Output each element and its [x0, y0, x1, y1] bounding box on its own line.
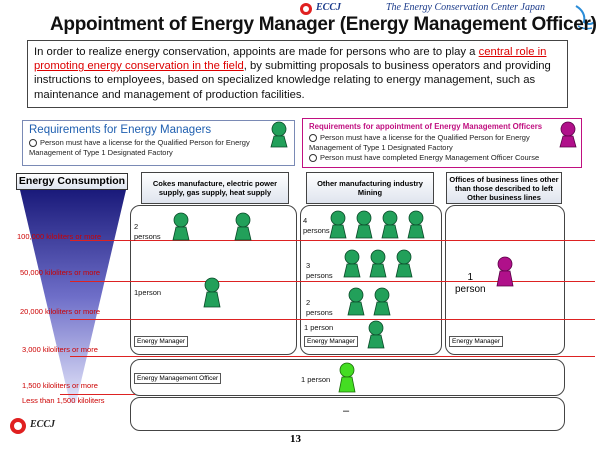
requirements-managers-item: Person must have a license for the Qualified Person for Energy Management of Type 1 Designated Factory [29, 138, 250, 157]
intro-highlight: central role in promoting energy conservation in the field [34, 46, 547, 73]
page-number: 13 [290, 433, 301, 445]
energy-manager-tag: Energy Manager [304, 336, 358, 347]
count-col1-mid: 1person [134, 288, 162, 297]
intro-text-after: , by submitting proposals to business operators and providing instructions to employees, based on specialized knowledge relating to energy management, such as maintenance and management of production facilities. [34, 60, 551, 101]
officer-person-icon [557, 121, 579, 149]
category-header-manufacturing: Other manufacturing industry Mining [306, 172, 434, 204]
count-col2-r1: 4 persons [303, 216, 330, 235]
manager-person-icon [368, 249, 388, 279]
requirements-managers-box [22, 120, 295, 166]
level-label-1500: 1,500 kiloliters or more [22, 381, 98, 390]
requirements-officers-box [302, 118, 582, 168]
count-col1-top: 2 persons [134, 222, 161, 241]
bullet-circle-icon [309, 154, 317, 162]
manager-person-icon [346, 287, 366, 317]
count-officer-row: 1 person [301, 375, 331, 384]
level-label-100000: 100,000 kiloliters or more [17, 232, 102, 241]
manager-person-icon [342, 249, 362, 279]
count-col2-r2: 3 persons [306, 261, 333, 280]
requirements-officers-title: Requirements for appointment of Energy Management Officers [309, 122, 543, 131]
officer-row-person-icon [336, 362, 358, 394]
manager-person-icon [170, 212, 192, 242]
requirements-officers-item-2: Person must have completed Energy Management Officer Course [309, 153, 575, 163]
manager-person-icon [328, 210, 348, 240]
count-col2-r3: 2 persons [306, 298, 333, 317]
level-line-20000 [70, 319, 595, 320]
energy-manager-tag: Energy Manager [449, 336, 503, 347]
intro-box [27, 40, 568, 108]
energy-funnel [18, 190, 128, 405]
manager-person-icon [366, 320, 386, 350]
manager-person-icon [394, 249, 414, 279]
count-col2-r4: 1 person [304, 323, 334, 332]
bottom-row-dash: – [343, 405, 350, 417]
manager-person-icon [232, 212, 254, 242]
footer-logo-text: ECCJ [30, 419, 56, 430]
bullet-circle-icon [29, 139, 37, 147]
manager-person-icon [372, 287, 392, 317]
level-line-50000 [70, 281, 595, 282]
category-header-offices: Offices of business lines other than those described to left Other business lines [446, 172, 562, 204]
requirements-managers-title: Requirements for Energy Managers [29, 124, 212, 136]
energy-manager-tag: Energy Manager [134, 336, 188, 347]
manager-person-icon [268, 121, 290, 149]
energy-management-officer-tag: Energy Management Officer [134, 373, 221, 384]
level-line-1500 [60, 394, 135, 395]
eccj-sun-icon [8, 416, 28, 436]
manager-person-icon [380, 210, 400, 240]
officer-person-icon [494, 256, 516, 288]
category-header-energy-supply: Cokes manufacture, electric power supply, gas supply, heat supply [141, 172, 289, 204]
organization-name: The Energy Conservation Center Japan [385, 2, 545, 13]
eccj-logo-text: ECCJ [316, 2, 342, 13]
level-label-50000: 50,000 kiloliters or more [20, 268, 101, 277]
page-title: Appointment of Energy Manager (Energy Management Officer) [50, 14, 597, 35]
manager-person-icon [201, 277, 223, 309]
energy-consumption-label: Energy Consumption [16, 173, 128, 190]
level-label-3000: 3,000 kiloliters or more [22, 345, 98, 354]
requirements-officers-item-1: Person must have a license for the Qualified Person for Energy Management of Type 1 Designated Factory [309, 133, 530, 152]
intro-text-before: In order to realize energy conservation, appoints are made for persons who are to play a [34, 46, 479, 58]
manager-person-icon [354, 210, 374, 240]
level-label-less-1500: Less than 1,500 kiloliters [22, 396, 105, 405]
level-label-20000: 20,000 kiloliters or more [20, 307, 101, 316]
level-line-3000 [70, 356, 595, 357]
bullet-circle-icon [309, 134, 317, 142]
count-col3: 1 person [455, 272, 486, 295]
manager-person-icon [406, 210, 426, 240]
